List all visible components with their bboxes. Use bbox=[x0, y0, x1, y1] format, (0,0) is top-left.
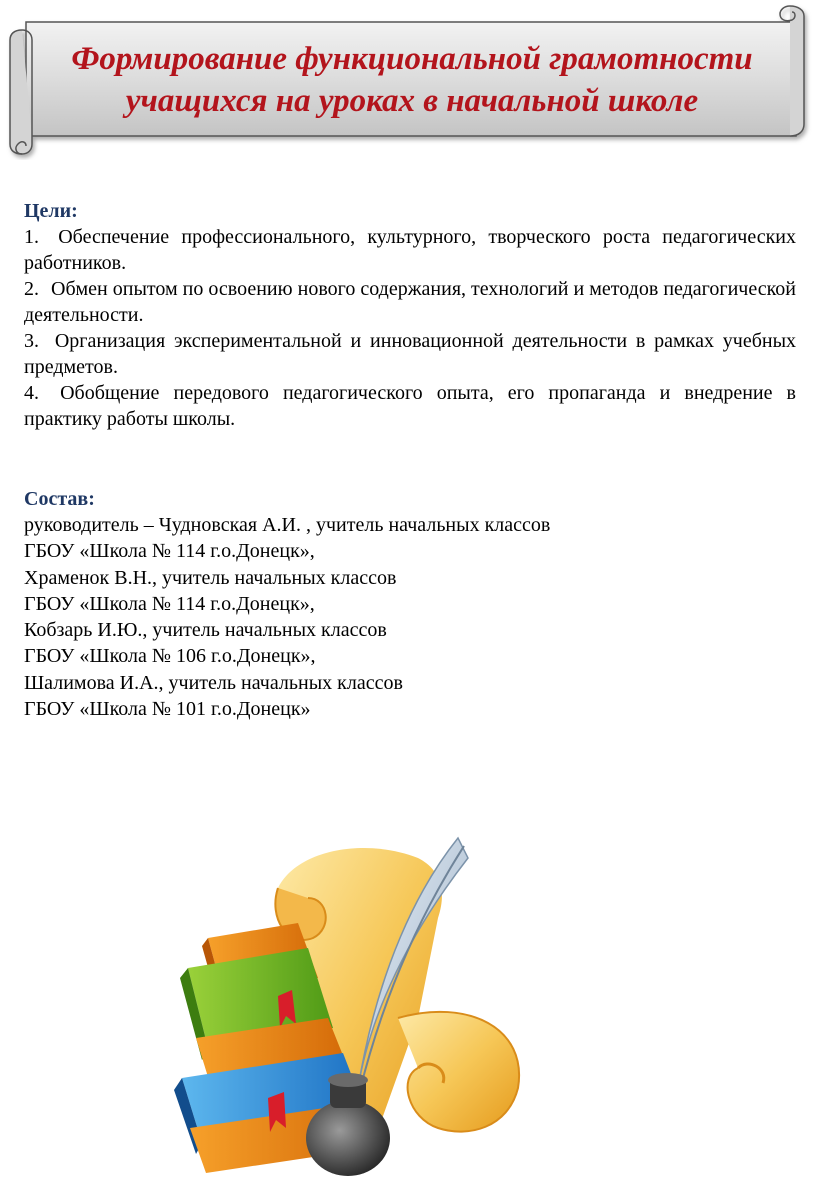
section-spacer bbox=[24, 432, 796, 486]
goal-text: Обеспечение профессионального, культурного, творческого роста педагогических работников. bbox=[24, 226, 797, 274]
goal-number: 1. bbox=[24, 226, 39, 248]
member-line: Кобзарь И.Ю., учитель начальных классов bbox=[24, 619, 387, 642]
member-line: Шалимова И.А., учитель начальных классов bbox=[24, 671, 403, 694]
books-scroll-quill-icon bbox=[168, 828, 540, 1190]
member-line: Храменок В.Н., учитель начальных классов bbox=[24, 566, 397, 589]
members-heading: Состав: bbox=[24, 488, 95, 510]
goals-heading: Цели: bbox=[24, 200, 78, 222]
members-list bbox=[24, 512, 796, 722]
member-line: ГБОУ «Школа № 114 г.о.Донецк», bbox=[24, 592, 315, 615]
title-line-2: учащихся на уроках в начальной школе bbox=[125, 83, 699, 119]
goal-text: Обобщение передового педагогического опыта, его пропаганда и внедрение в практику работы школы. bbox=[24, 382, 796, 430]
member-line: ГБОУ «Школа № 101 г.о.Донецк» bbox=[24, 698, 311, 721]
title-line-1: Формирование функциональной грамотности bbox=[71, 41, 753, 77]
goal-number: 4. bbox=[24, 382, 39, 404]
goal-number: 2. bbox=[24, 278, 39, 300]
goal-item bbox=[24, 328, 796, 380]
goal-item bbox=[24, 224, 796, 276]
member-line: ГБОУ «Школа № 114 г.о.Донецк», bbox=[24, 540, 315, 563]
member-line: ГБОУ «Школа № 106 г.о.Донецк», bbox=[24, 645, 316, 668]
goal-text: Организация экспериментальной и инновационной деятельности в рамках учебных предметов. bbox=[24, 330, 797, 378]
document-body bbox=[24, 198, 796, 722]
goal-number: 3. bbox=[24, 330, 39, 352]
title-banner bbox=[4, 0, 812, 160]
member-line: руководитель – Чудновская А.И. , учитель начальных классов bbox=[24, 514, 551, 536]
page-title bbox=[32, 38, 792, 122]
goal-item bbox=[24, 380, 796, 432]
goals-list bbox=[24, 224, 796, 432]
goal-item bbox=[24, 276, 796, 328]
goal-text: Обмен опытом по освоению нового содержания, технологий и методов педагогической деятельности. bbox=[24, 278, 797, 326]
